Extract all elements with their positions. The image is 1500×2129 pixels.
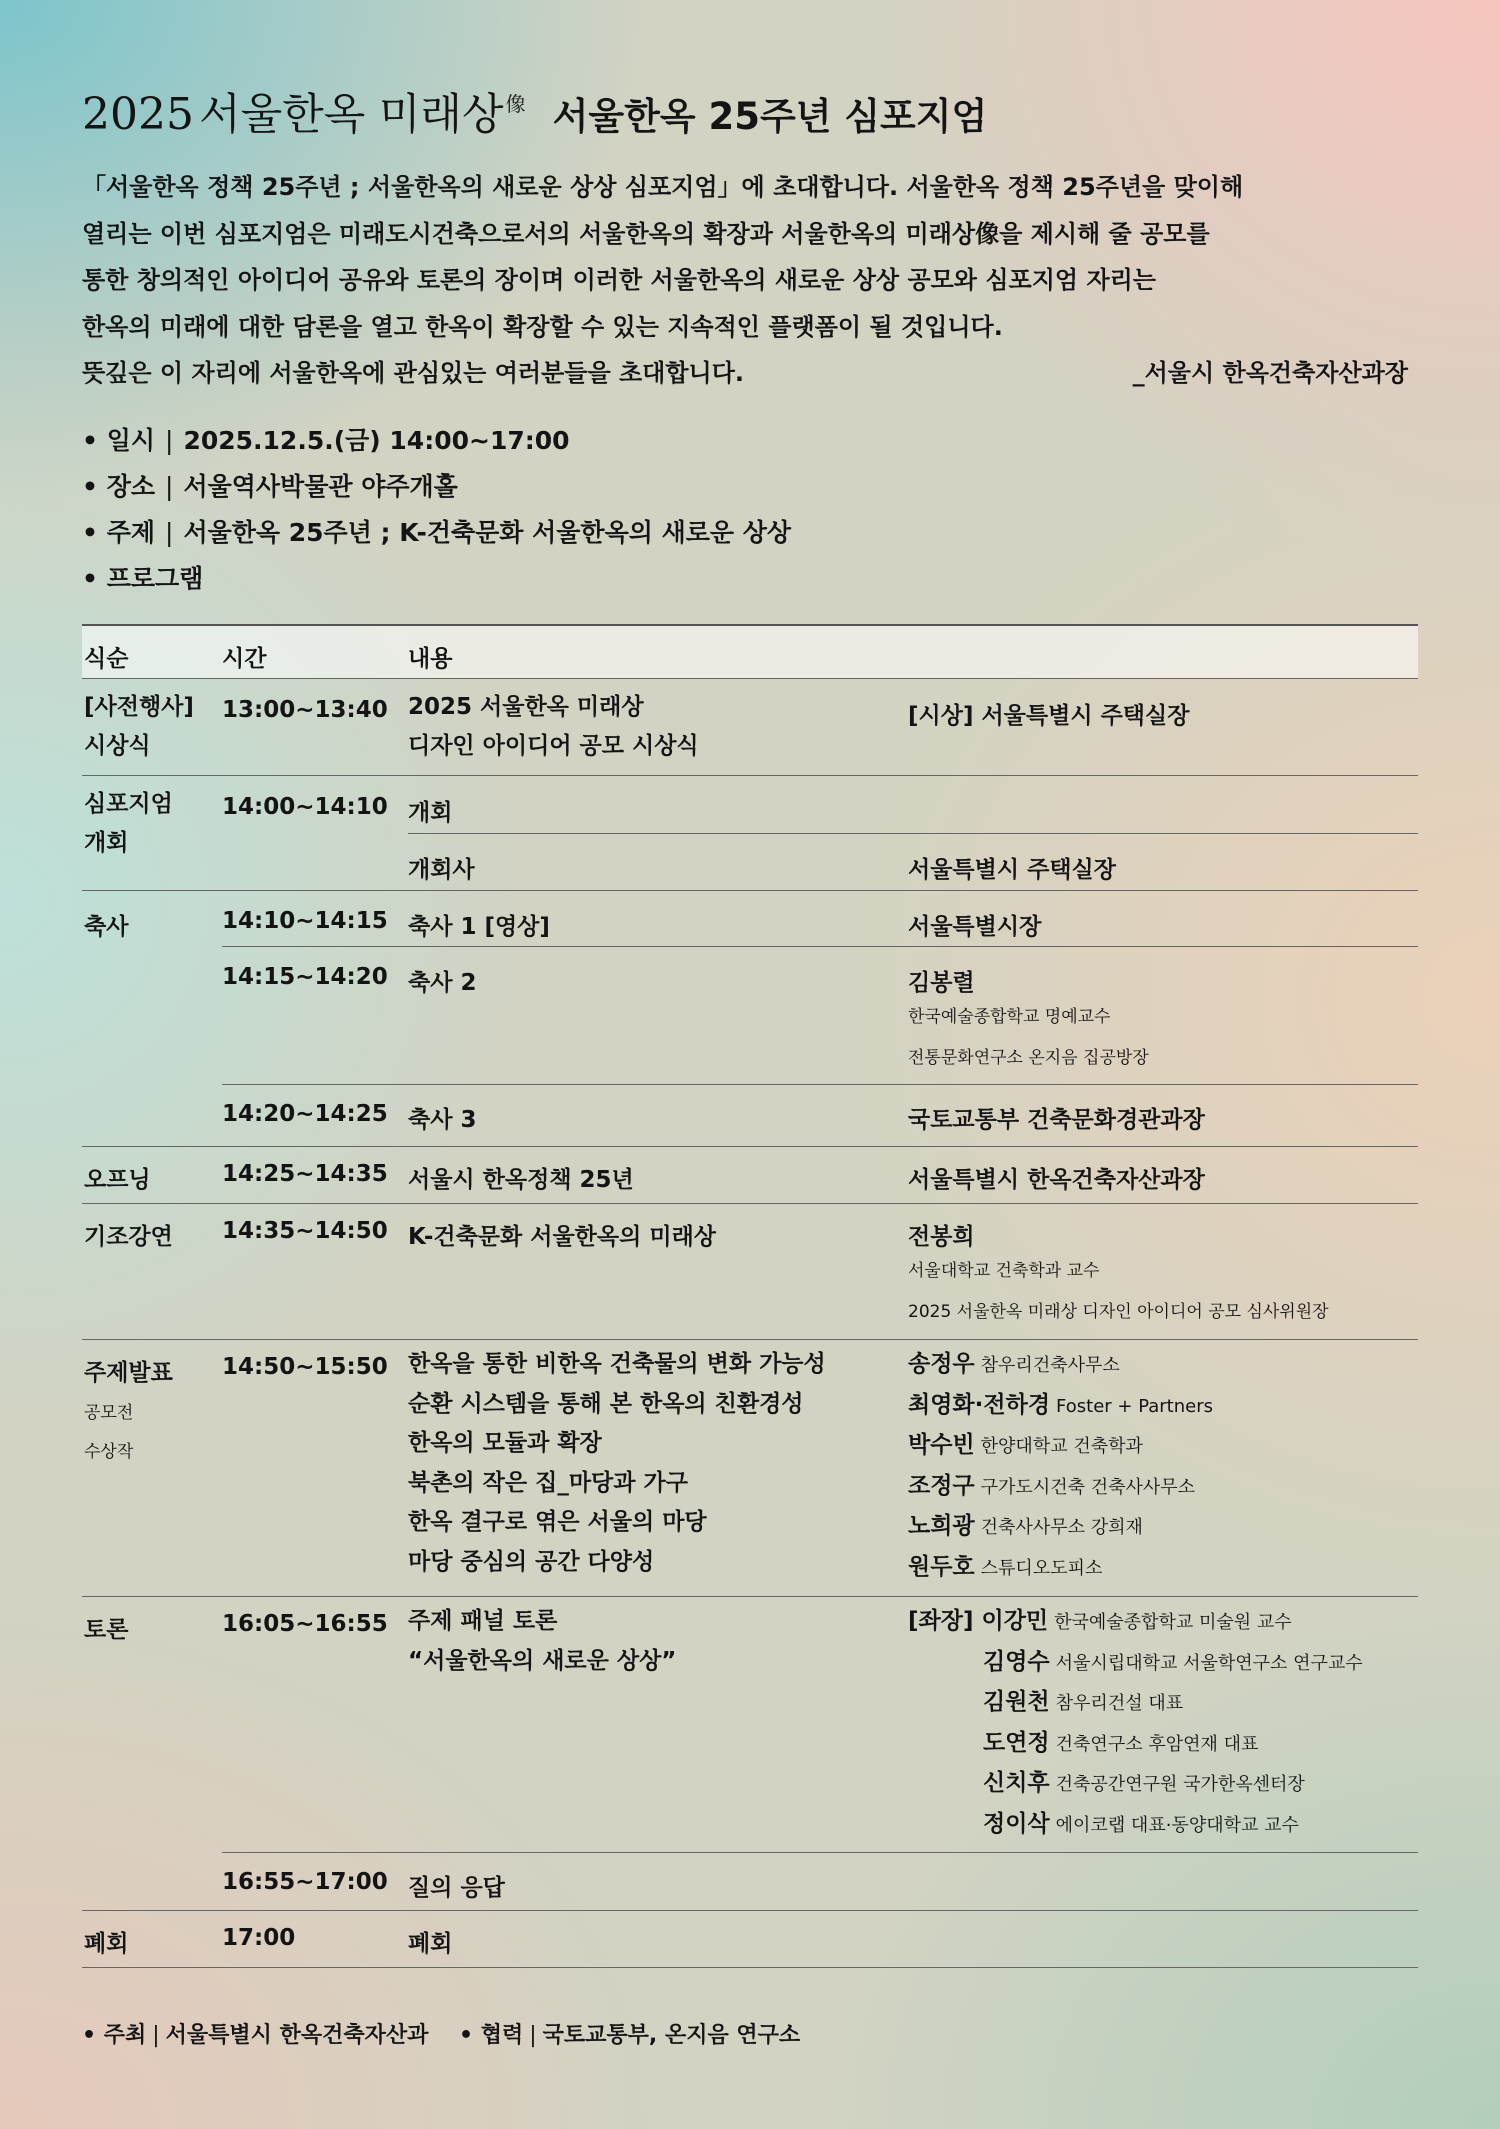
order-line: 공모전 — [84, 1403, 134, 1423]
bullet: • — [82, 564, 98, 593]
separator: | — [165, 426, 174, 455]
presenter — [908, 1507, 1213, 1548]
intro-paragraph — [82, 164, 1422, 397]
program-table — [82, 624, 1418, 1968]
row-order: 오프닝 — [84, 1167, 151, 1193]
row-content: 서울시 한옥정책 25년 — [408, 1167, 634, 1193]
order-line: [사전행사] — [84, 694, 194, 720]
presentation-title: 순환 시스템을 통해 본 한옥의 친환경성 — [408, 1390, 804, 1417]
presenter-name: 노희광 — [908, 1513, 975, 1539]
info-item-date — [82, 418, 791, 464]
panelist-name: 도연정 — [983, 1729, 1050, 1756]
row-content — [408, 1345, 826, 1582]
row-content: 축사 3 — [408, 1107, 477, 1133]
row-divider — [408, 833, 1418, 834]
content-line: 주제 패널 토론 — [408, 1608, 558, 1634]
presenter — [908, 1548, 1213, 1589]
presenter-name: 박수빈 — [908, 1432, 975, 1458]
table-row — [82, 1147, 1418, 1204]
panelist-affiliation: 건축연구소 후암연재 대표 — [1055, 1733, 1259, 1755]
person-affiliation: 전통문화연구소 온지음 집공방장 — [908, 1048, 1149, 1068]
panelist-name: 정이삭 — [983, 1810, 1050, 1837]
panelist-chair — [908, 1602, 1363, 1643]
row-divider — [222, 946, 1418, 947]
table-row — [82, 1340, 1418, 1597]
person-affiliation: 서울대학교 건축학과 교수 — [908, 1261, 1100, 1281]
panelist — [908, 1724, 1363, 1765]
chair-tag: [좌장] — [908, 1608, 974, 1634]
host-label: 주최 — [103, 2023, 147, 2048]
info-value: 서울한옥 25주년 ; K-건축문화 서울한옥의 새로운 상상 — [183, 518, 792, 547]
title-hanja: 像 — [505, 92, 526, 116]
row-person: 김봉렬 — [908, 970, 975, 996]
event-info-list — [82, 418, 791, 602]
presenter — [908, 1345, 1213, 1386]
presenter-affiliation: 구가도시건축 건축사사무소 — [980, 1476, 1196, 1498]
row-person: 서울특별시 주택실장 — [908, 857, 1116, 883]
panelist-name: 김원천 — [983, 1689, 1050, 1715]
panelist-name: 신치후 — [983, 1770, 1050, 1796]
footer-credits — [82, 2018, 800, 2049]
row-order: 기조강연 — [84, 1224, 173, 1250]
separator: | — [529, 2023, 537, 2048]
bullet: • — [82, 426, 98, 455]
title-year: 2025 — [82, 89, 194, 140]
row-content: 질의 응답 — [408, 1875, 505, 1901]
info-label: 장소 — [106, 472, 156, 501]
panelist-name: 이강민 — [981, 1608, 1049, 1634]
presenter-name: 조정구 — [908, 1472, 975, 1499]
row-order — [84, 785, 173, 863]
row-person — [908, 1345, 1213, 1588]
table-row — [82, 1204, 1418, 1340]
row-time: 14:15~14:20 — [222, 964, 388, 990]
presenter — [908, 1386, 1213, 1427]
intro-line: 통한 창의적인 아이디어 공유와 토론의 장이며 이러한 서울한옥의 새로운 상상 공모와 심포지엄 자리는 — [82, 266, 1156, 294]
info-item-theme — [82, 510, 791, 556]
row-order: 토론 — [84, 1617, 129, 1643]
info-label: 주제 — [106, 518, 156, 547]
host-value: 서울특별시 한옥건축자산과 — [165, 2023, 429, 2048]
info-label: 프로그램 — [106, 564, 204, 593]
row-divider — [222, 1852, 1418, 1853]
row-content: 축사 1 [영상] — [408, 914, 550, 940]
panelist-affiliation: 에이코랩 대표·동양대학교 교수 — [1055, 1814, 1299, 1836]
table-row — [82, 776, 1418, 891]
row-time: 13:00~13:40 — [222, 697, 388, 723]
table-header — [82, 624, 1418, 679]
row-time: 14:20~14:25 — [222, 1101, 388, 1127]
person-affiliation: 한국예술종합학교 명예교수 — [908, 1007, 1111, 1027]
presentation-title: 북촌의 작은 집_마당과 가구 — [408, 1469, 688, 1496]
title-main: 서울한옥 미래상 — [199, 90, 504, 140]
presenter-affiliation: 참우리건축사무소 — [980, 1355, 1120, 1376]
separator: | — [165, 472, 174, 501]
row-time: 14:35~14:50 — [222, 1218, 388, 1244]
row-order: 주제발표 — [84, 1360, 173, 1386]
order-line: 수상작 — [84, 1442, 134, 1462]
row-content: K-건축문화 서울한옥의 미래상 — [408, 1224, 717, 1250]
intro-signature: _서울시 한옥건축자산과장 — [1132, 359, 1408, 387]
order-line: 개회 — [84, 830, 129, 856]
presenter — [908, 1467, 1213, 1508]
presenter-name: 송정우 — [908, 1351, 975, 1377]
separator: | — [165, 518, 174, 547]
separator: | — [152, 2023, 160, 2048]
bullet: • — [82, 518, 98, 547]
content-line: 디자인 아이디어 공모 시상식 — [408, 733, 699, 759]
row-time: 14:00~14:10 — [222, 794, 388, 820]
info-value: 2025.12.5.(금) 14:00~17:00 — [183, 426, 570, 455]
order-line: 시상식 — [84, 733, 151, 759]
row-order-sub — [84, 1394, 133, 1472]
info-label: 일시 — [106, 426, 156, 455]
panelist-name: 김영수 — [983, 1648, 1050, 1675]
panel-list — [908, 1602, 1363, 1845]
row-person: 서울특별시장 — [908, 914, 1042, 940]
info-value: 서울역사박물관 야주개홀 — [183, 472, 458, 501]
person-affiliation: 2025 서울한옥 미래상 디자인 아이디어 공모 심사위원장 — [908, 1302, 1329, 1322]
panelist — [908, 1764, 1363, 1805]
coop-value: 국토교통부, 온지음 연구소 — [542, 2023, 801, 2048]
header-time: 시간 — [222, 646, 267, 672]
header-order: 식순 — [84, 646, 129, 672]
presenter-name: 원두호 — [908, 1553, 975, 1580]
content-line: 2025 서울한옥 미래상 — [408, 694, 644, 720]
intro-line: 「서울한옥 정책 25주년 ; 서울한옥의 새로운 상상 심포지엄」에 초대합니다. 서울한옥 정책 25주년을 맞이해 — [82, 173, 1244, 201]
presenter — [908, 1426, 1213, 1467]
page-title — [82, 76, 987, 152]
bullet: • — [82, 472, 98, 501]
panelist-affiliation: 한국예술종합학교 미술원 교수 — [1054, 1612, 1292, 1633]
row-content: 개회사 — [408, 857, 475, 883]
row-divider — [222, 1084, 1418, 1085]
panelist — [908, 1643, 1363, 1684]
coop-label: 협력 — [480, 2023, 524, 2048]
content-line: “서울한옥의 새로운 상상” — [408, 1647, 677, 1674]
row-content — [408, 688, 699, 766]
header-content: 내용 — [408, 646, 453, 672]
presenter-affiliation: 스튜디오도피소 — [980, 1557, 1103, 1579]
table-row — [82, 1597, 1418, 1911]
table-row — [82, 1911, 1418, 1968]
row-content: 폐회 — [408, 1931, 453, 1957]
order-line: 심포지엄 — [84, 791, 173, 817]
row-content — [408, 1602, 676, 1681]
panelist-affiliation: 건축공간연구원 국가한옥센터장 — [1055, 1774, 1305, 1795]
row-content: 개회 — [408, 800, 453, 826]
info-item-program — [82, 556, 791, 602]
row-time: 14:50~15:50 — [222, 1354, 388, 1380]
row-time: 14:10~14:15 — [222, 908, 388, 934]
title-sub: 서울한옥 25주년 심포지엄 — [552, 95, 988, 138]
intro-line: 열리는 이번 심포지엄은 미래도시건축으로서의 서울한옥의 확장과 서울한옥의 미래상像을 제시해 줄 공모를 — [82, 219, 1210, 248]
table-row — [82, 679, 1418, 776]
bullet: • — [459, 2023, 474, 2048]
presenter-name: 최영화·전하경 — [908, 1391, 1051, 1418]
intro-line: 뜻깊은 이 자리에 서울한옥에 관심있는 여러분들을 초대합니다. — [82, 359, 745, 387]
row-person: [시상] 서울특별시 주택실장 — [908, 703, 1190, 729]
row-time: 16:55~17:00 — [222, 1869, 388, 1895]
panelist-affiliation: 참우리건설 대표 — [1055, 1693, 1184, 1714]
row-person: 서울특별시 한옥건축자산과장 — [908, 1167, 1205, 1193]
table-row — [82, 891, 1418, 1147]
presentation-title: 한옥의 모듈과 확장 — [408, 1430, 602, 1456]
row-order — [84, 688, 194, 766]
intro-line: 한옥의 미래에 대한 담론을 열고 한옥이 확장할 수 있는 지속적인 플랫폼이 될 것입니다. — [82, 312, 1003, 341]
panelist — [908, 1683, 1363, 1724]
presentation-title: 마당 중심의 공간 다양성 — [408, 1548, 655, 1575]
info-item-place — [82, 464, 791, 510]
presenter-affiliation: 건축사사무소 강희재 — [980, 1517, 1143, 1538]
panelist — [908, 1805, 1363, 1846]
row-content: 축사 2 — [408, 970, 477, 996]
presenter-affiliation: 한양대학교 건축학과 — [980, 1436, 1143, 1457]
row-order: 폐회 — [84, 1931, 129, 1957]
row-person: 국토교통부 건축문화경관과장 — [908, 1107, 1205, 1133]
row-person: 전봉희 — [908, 1224, 975, 1250]
row-time: 16:05~16:55 — [222, 1611, 388, 1637]
row-order: 축사 — [84, 914, 129, 940]
presentation-title: 한옥 결구로 엮은 서울의 마당 — [408, 1509, 707, 1535]
bullet: • — [82, 2023, 97, 2048]
row-time: 14:25~14:35 — [222, 1161, 388, 1187]
row-time: 17:00 — [222, 1925, 296, 1951]
presentation-title: 한옥을 통한 비한옥 건축물의 변화 가능성 — [408, 1351, 826, 1377]
presenter-affiliation: Foster + Partners — [1056, 1395, 1214, 1417]
panelist-affiliation: 서울시립대학교 서울학연구소 연구교수 — [1055, 1652, 1363, 1674]
